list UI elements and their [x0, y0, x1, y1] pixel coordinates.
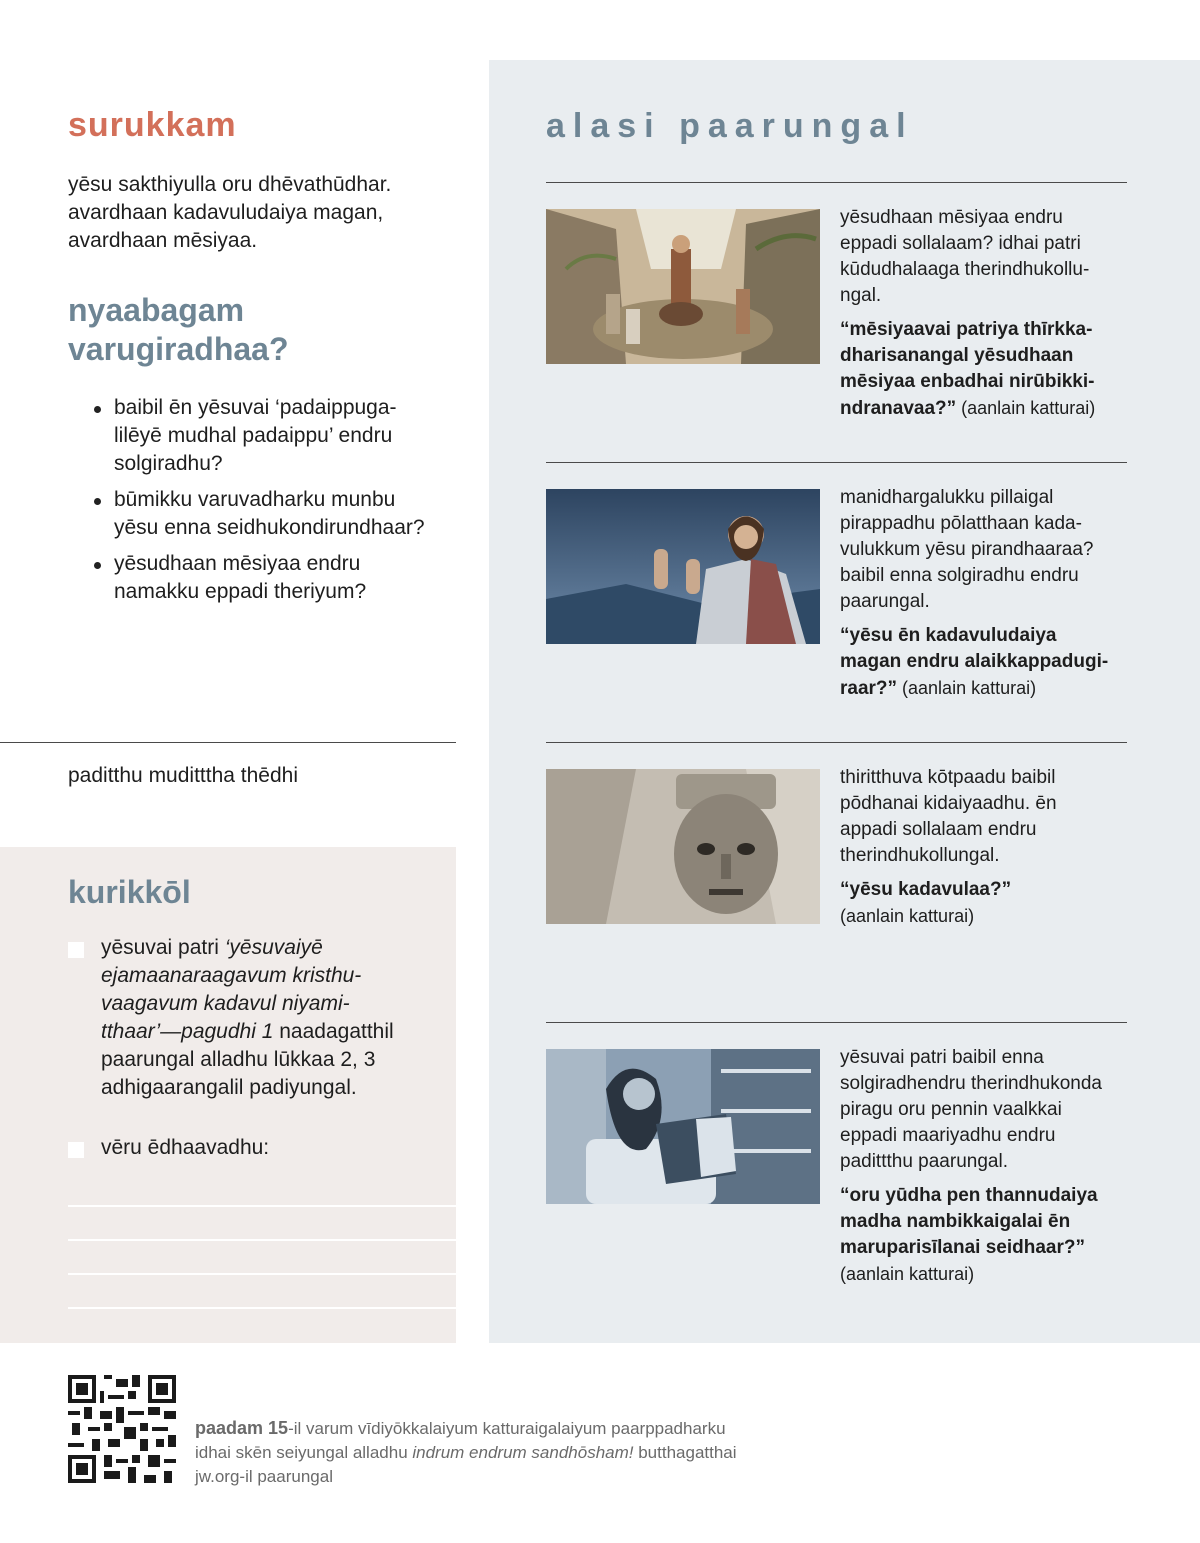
- qr-code-icon[interactable]: [68, 1375, 176, 1483]
- summary-line: avardhaan kadavuludaiya magan,: [68, 201, 384, 224]
- writing-line[interactable]: [68, 1273, 456, 1275]
- task-italic: tthaar’—pagudhi 1: [101, 1020, 274, 1043]
- task-text: paarungal alladhu lūkkaa 2, 3: [101, 1048, 376, 1071]
- divider: [546, 182, 1127, 183]
- task-italic: ejamaanaraagavum kristhu-: [101, 964, 362, 987]
- goal-heading: kurikkōl: [68, 874, 191, 910]
- explore-item-2: [840, 485, 1130, 702]
- recall-question-line: baibil ēn yēsuvai ‘padaippuga-: [114, 396, 397, 419]
- recall-question-line: lilēyē mudhal padaippu’ endru: [114, 424, 393, 447]
- writing-line[interactable]: [68, 1239, 456, 1241]
- task-text: naadagatthil: [273, 1020, 394, 1043]
- woman-reading-book-image[interactable]: [546, 1049, 820, 1204]
- task-text: yēsuvai patri: [101, 936, 225, 959]
- article-link[interactable]: “oru yūdha pen thannudaiya madha nambikkaigalai ēn maruparisīlanai seidhaar?” (aanlain katturai): [840, 1185, 1098, 1284]
- recall-question: [92, 394, 462, 478]
- summary-heading: surukkam: [68, 106, 237, 144]
- article-link[interactable]: “yēsu ēn kadavuludaiya magan endru alaikkappadugi- raar?” (aanlain katturai): [840, 625, 1109, 699]
- divider: [546, 742, 1127, 743]
- summary-text: [68, 171, 458, 255]
- task-checkbox[interactable]: [68, 942, 84, 958]
- recall-question-line: namakku eppadi theriyum?: [114, 580, 367, 603]
- recall-question: [92, 486, 462, 542]
- trinity-sculpture-image[interactable]: [546, 769, 820, 924]
- explore-item-4: [840, 1045, 1140, 1287]
- writing-line[interactable]: [68, 1307, 456, 1309]
- summary-line: yēsu sakthiyulla oru dhēvathūdhar.: [68, 173, 392, 196]
- jesus-entering-jerusalem-image[interactable]: [546, 209, 820, 364]
- footer-text-line: -il varum vīdiyōkkalaiyum katturaigalaiyum paarppadharku: [288, 1419, 726, 1438]
- book-title[interactable]: indrum endrum sandhōsham!: [412, 1443, 634, 1462]
- explore-item-3: [840, 765, 1130, 929]
- explore-description: yēsuvai patri baibil enna solgiradhendru therindhukonda piragu oru pennin vaalkkai eppadi maariyadhu endru padittthu paarungal.: [840, 1047, 1102, 1172]
- footer-note: [195, 1416, 835, 1489]
- task-text: adhigaarangalil padiyungal.: [101, 1076, 357, 1099]
- goal-task-1: [101, 934, 446, 1102]
- completion-date-label: paditthu muditttha thēdhi: [68, 764, 298, 787]
- article-link[interactable]: “mēsiyaavai patriya thīrkka- dharisanangal yēsudhaan mēsiyaa enbadhai nirūbikki- ndranavaa?” (aanlain katturai): [840, 319, 1096, 419]
- explore-heading: alasi paarungal: [546, 107, 914, 145]
- divider: [546, 1022, 1127, 1023]
- recall-questions: [92, 394, 462, 614]
- explore-description: thiritthuva kōtpaadu baibil pōdhanai kidaiyaadhu. ēn appadi sollalaam endru therindhukollungal.: [840, 767, 1057, 866]
- summary-line: avardhaan mēsiyaa.: [68, 229, 258, 252]
- divider: [0, 742, 456, 743]
- recall-question-line: yēsudhaan mēsiyaa endru: [114, 552, 361, 575]
- task-italic: vaagavum kadavul niyami-: [101, 992, 350, 1015]
- recall-question-line: solgiradhu?: [114, 452, 223, 475]
- recall-heading-line: varugiradhaa?: [68, 331, 289, 367]
- recall-question-line: yēsu enna seidhukondirundhaar?: [114, 516, 425, 539]
- recall-heading-line: nyaabagam: [68, 292, 245, 328]
- explore-description: yēsudhaan mēsiyaa endru eppadi sollalaam? idhai patri kūdudhalaaga therindhukollu- ngal.: [840, 207, 1090, 306]
- task-checkbox[interactable]: [68, 1142, 84, 1158]
- footer-text-line: butthagatthai: [633, 1443, 737, 1462]
- article-link[interactable]: “yēsu kadavulaa?” (aanlain katturai): [840, 879, 1012, 926]
- footer-text-line: idhai skēn seiyungal alladhu: [195, 1443, 413, 1462]
- goal-task-2: vēru ēdhaavadhu:: [101, 1136, 270, 1159]
- recall-heading: [68, 291, 289, 369]
- task-italic: ‘yēsuvaiyē: [224, 936, 323, 959]
- explore-item-1: [840, 205, 1130, 422]
- footer-lesson-number: paadam 15: [195, 1418, 289, 1438]
- explore-description: manidhargalukku pillaigal pirappadhu pōlatthaan kada- vulukkum yēsu pirandhaaraa? baibil enna solgiradhu endru paarungal.: [840, 487, 1094, 612]
- recall-question-line: būmikku varuvadharku munbu: [114, 488, 396, 511]
- footer-text-line: jw.org-il paarungal: [195, 1467, 333, 1486]
- recall-question: [92, 550, 462, 606]
- divider: [546, 462, 1127, 463]
- jesus-praying-image[interactable]: [546, 489, 820, 644]
- writing-line[interactable]: [68, 1205, 456, 1207]
